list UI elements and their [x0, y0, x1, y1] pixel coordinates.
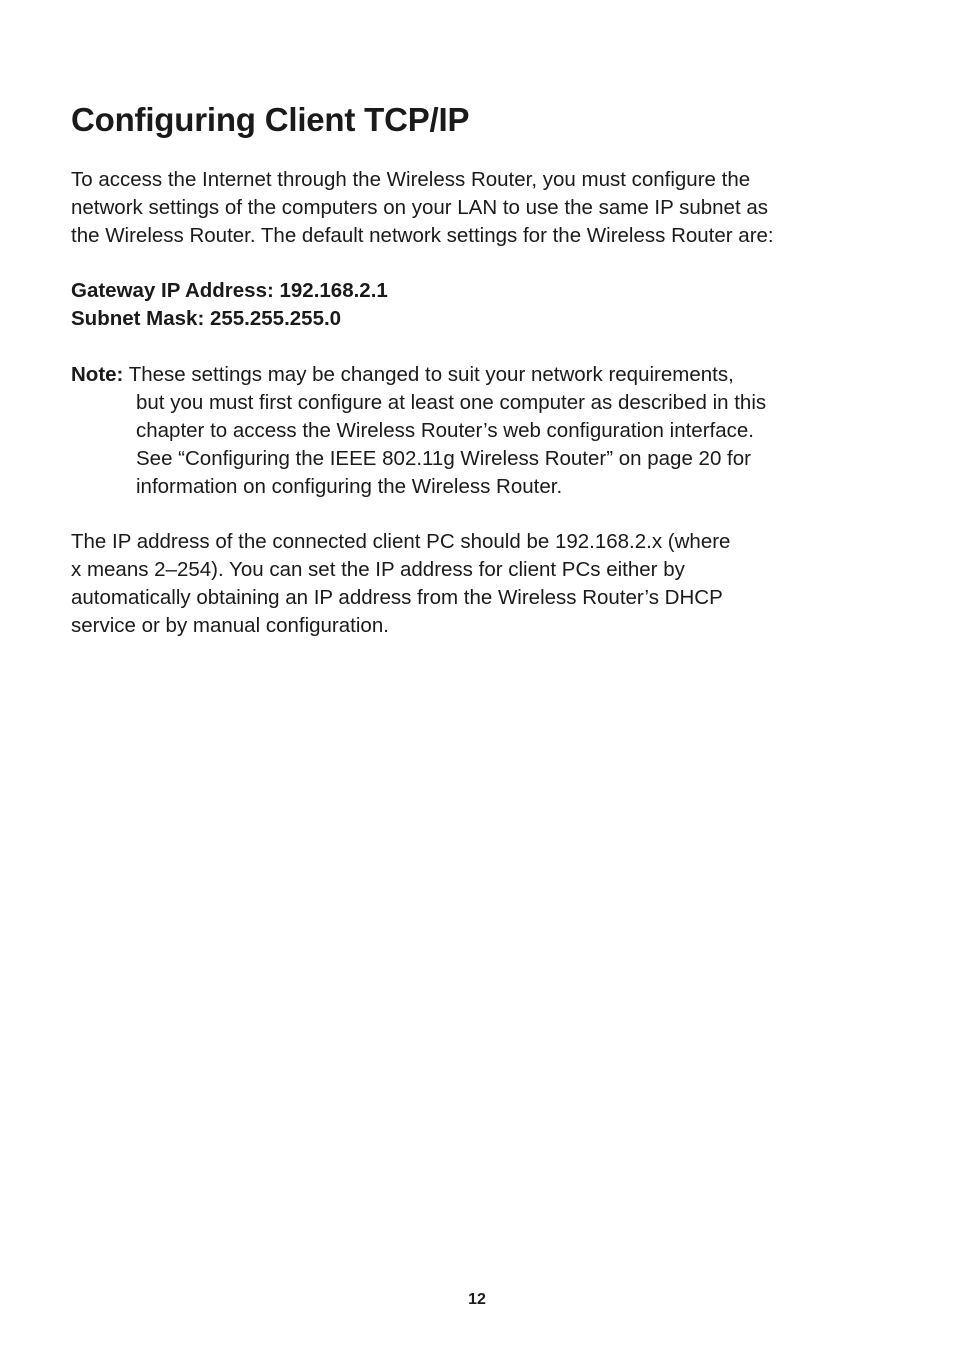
- note-line: information on configuring the Wireless Router.: [136, 475, 563, 498]
- intro-line: To access the Internet through the Wireless Router, you must configure the: [71, 168, 751, 191]
- intro-line: network settings of the computers on your LAN to use the same IP subnet as: [71, 196, 768, 219]
- note-block: [71, 361, 766, 501]
- subnet-mask-setting: Subnet Mask: 255.255.255.0: [71, 307, 342, 330]
- note-label: Note:: [71, 363, 124, 386]
- note-line: See “Configuring the IEEE 802.11g Wireless Router” on page 20 for: [136, 447, 751, 470]
- intro-line: the Wireless Router. The default network settings for the Wireless Router are:: [71, 224, 774, 247]
- note-text: These settings may be changed to suit your network requirements,: [123, 363, 734, 386]
- gateway-ip-setting: Gateway IP Address: 192.168.2.1: [71, 279, 388, 302]
- ip-line: x means 2–254). You can set the IP address for client PCs either by: [71, 558, 685, 581]
- ip-address-paragraph: [71, 528, 730, 640]
- page-title: Configuring Client TCP/IP: [71, 101, 470, 138]
- note-line: but you must first configure at least one computer as described in this: [136, 391, 767, 414]
- ip-line: automatically obtaining an IP address from the Wireless Router’s DHCP: [71, 586, 723, 609]
- ip-line: service or by manual configuration.: [71, 614, 389, 637]
- note-line: chapter to access the Wireless Router’s web configuration interface.: [136, 419, 754, 442]
- intro-paragraph: [71, 166, 774, 250]
- default-settings: [71, 277, 388, 333]
- ip-line: The IP address of the connected client PC should be 192.168.2.x (where: [71, 530, 731, 553]
- page-number: 12: [468, 1291, 486, 1308]
- note-first-line: [71, 361, 766, 389]
